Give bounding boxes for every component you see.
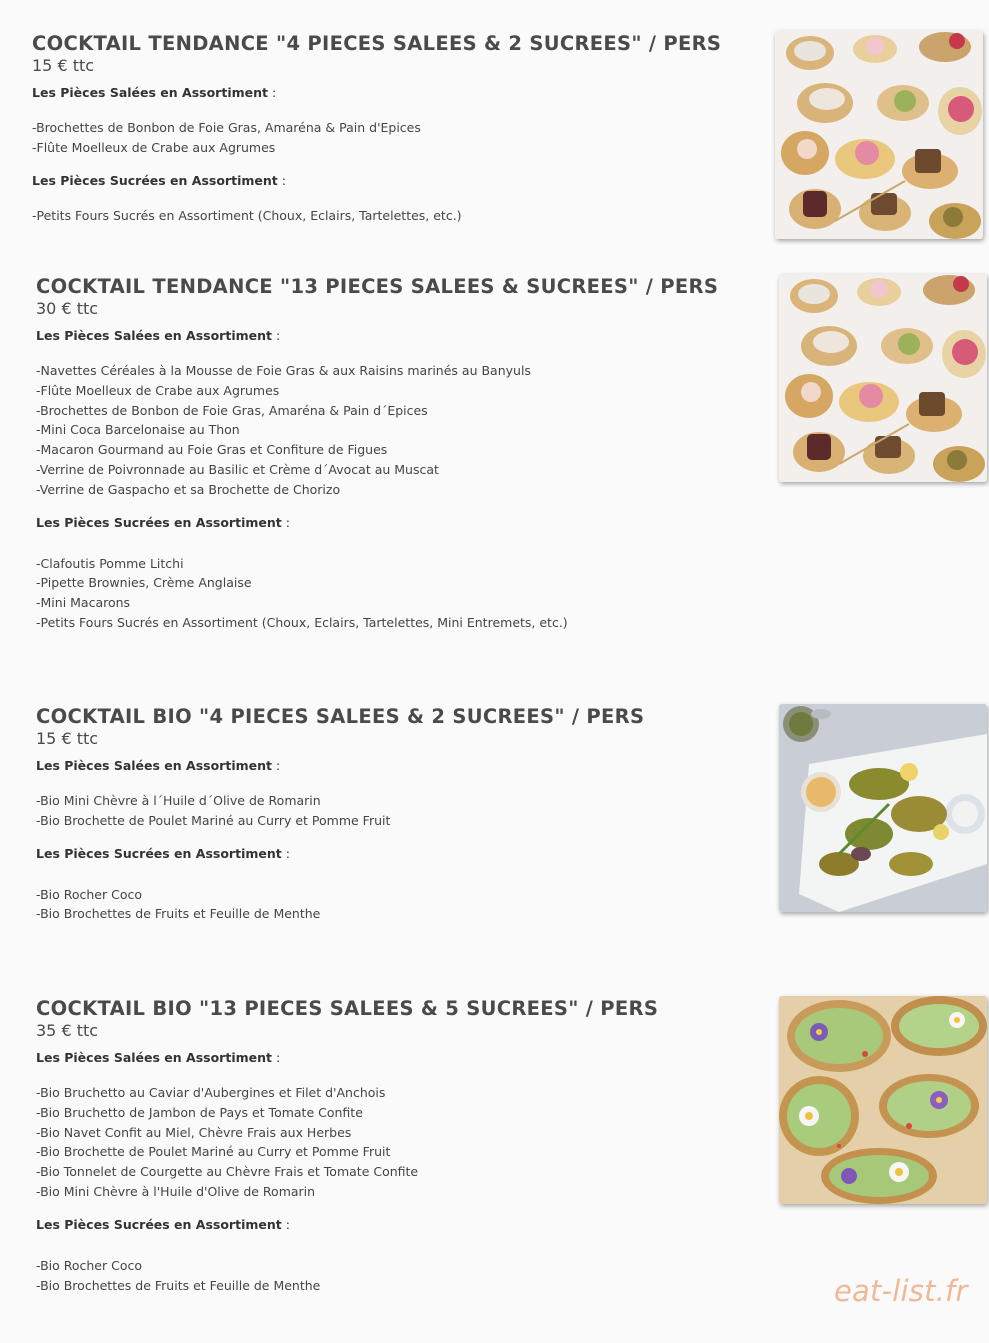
section-title: COCKTAIL TENDANCE "13 PIECES SALEES & SUCREES" / PERS <box>36 275 719 298</box>
sweet-list <box>36 1256 658 1296</box>
section-title: COCKTAIL BIO "4 PIECES SALEES & 2 SUCREES" / PERS <box>36 705 645 728</box>
list-item: -Mini Macarons <box>36 595 131 611</box>
list-item: -Petits Fours Sucrés en Assortiment (Choux, Eclairs, Tartelettes, etc.) <box>32 207 462 223</box>
list-item: -Petits Fours Sucrés en Assortiment (Choux, Eclairs, Tartelettes, Mini Entremets, etc.) <box>36 614 568 630</box>
watermark: eat-list.fr <box>834 1274 968 1308</box>
list-item: -Verrine de Poivronnade au Basilic et Crème d´Avocat au Muscat <box>36 461 439 477</box>
list-item: -Bio Mini Chèvre à l´Huile d´Olive de Romarin <box>36 793 321 808</box>
list-item: -Bio Rocher Coco <box>36 886 142 902</box>
savory-list <box>32 118 721 158</box>
sweet-heading: Les Pièces Sucrées en Assortiment : <box>36 514 290 530</box>
sweet-heading: Les Pièces Sucrées en Assortiment : <box>36 845 290 861</box>
savory-list <box>36 791 644 831</box>
sweet-heading: Les Pièces Sucrées en Assortiment : <box>32 172 286 188</box>
list-item: -Flûte Moelleux de Crabe aux Agrumes <box>32 139 276 155</box>
savory-list <box>36 361 718 500</box>
list-item: -Bio Bruchetto au Caviar d'Aubergines et Filet d'Anchois <box>36 1085 386 1100</box>
sweet-heading: Les Pièces Sucrées en Assortiment : <box>36 1216 290 1232</box>
menu-section-3 <box>36 705 644 924</box>
section-price: 30 € ttc <box>36 299 99 318</box>
sweet-list <box>36 554 718 633</box>
savory-heading: Les Pièces Salées en Assortiment : <box>36 328 281 343</box>
list-item: -Clafoutis Pomme Litchi <box>36 555 184 571</box>
canapes-photo <box>775 31 983 239</box>
sweet-list <box>36 885 644 925</box>
menu-section-4 <box>36 997 658 1295</box>
list-item: -Verrine de Gaspacho et sa Brochette de Chorizo <box>36 481 341 497</box>
sweet-list <box>32 206 721 226</box>
list-item: -Bio Navet Confit au Miel, Chèvre Frais aux Herbes <box>36 1124 352 1140</box>
list-item: -Bio Brochette de Poulet Mariné au Curry et Pomme Fruit <box>36 1144 391 1160</box>
section-price: 35 € ttc <box>36 1021 99 1040</box>
section-price: 15 € ttc <box>36 729 99 748</box>
list-item: -Bio Bruchetto de Jambon de Pays et Tomate Confite <box>36 1104 363 1120</box>
savory-heading: Les Pièces Salées en Assortiment : <box>36 758 281 773</box>
list-item: -Navettes Céréales à la Mousse de Foie Gras & aux Raisins marinés au Banyuls <box>36 363 531 378</box>
savory-heading: Les Pièces Salées en Assortiment : <box>32 85 277 100</box>
list-item: -Bio Mini Chèvre à l'Huile d'Olive de Romarin <box>36 1183 316 1199</box>
list-item: -Brochettes de Bonbon de Foie Gras, Amaréna & Pain d´Epices <box>36 402 428 418</box>
savory-heading: Les Pièces Salées en Assortiment : <box>36 1050 281 1065</box>
section-title: COCKTAIL TENDANCE "4 PIECES SALEES & 2 SUCREES" / PERS <box>32 32 722 55</box>
menu-section-2 <box>36 275 718 633</box>
list-item: -Pipette Brownies, Crème Anglaise <box>36 575 252 591</box>
list-item: -Bio Rocher Coco <box>36 1257 142 1273</box>
savory-list <box>36 1083 658 1202</box>
flower-bruschetta-photo <box>779 996 987 1204</box>
list-item: -Bio Tonnelet de Courgette au Chèvre Frais et Tomate Confite <box>36 1164 419 1180</box>
menu-section-1 <box>32 32 721 225</box>
list-item: -Bio Brochettes de Fruits et Feuille de Menthe <box>36 1277 321 1293</box>
tempura-platter-photo <box>779 704 987 912</box>
list-item: -Macaron Gourmand au Foie Gras et Confiture de Figues <box>36 442 388 458</box>
canapes-photo <box>779 274 987 482</box>
section-price: 15 € ttc <box>32 56 95 75</box>
list-item: -Bio Brochette de Poulet Mariné au Curry et Pomme Fruit <box>36 812 391 828</box>
list-item: -Flûte Moelleux de Crabe aux Agrumes <box>36 382 280 398</box>
section-title: COCKTAIL BIO "13 PIECES SALEES & 5 SUCREES" / PERS <box>36 997 659 1020</box>
list-item: -Mini Coca Barcelonaise au Thon <box>36 422 240 438</box>
list-item: -Bio Brochettes de Fruits et Feuille de Menthe <box>36 906 321 922</box>
list-item: -Brochettes de Bonbon de Foie Gras, Amaréna & Pain d'Epices <box>32 120 421 135</box>
